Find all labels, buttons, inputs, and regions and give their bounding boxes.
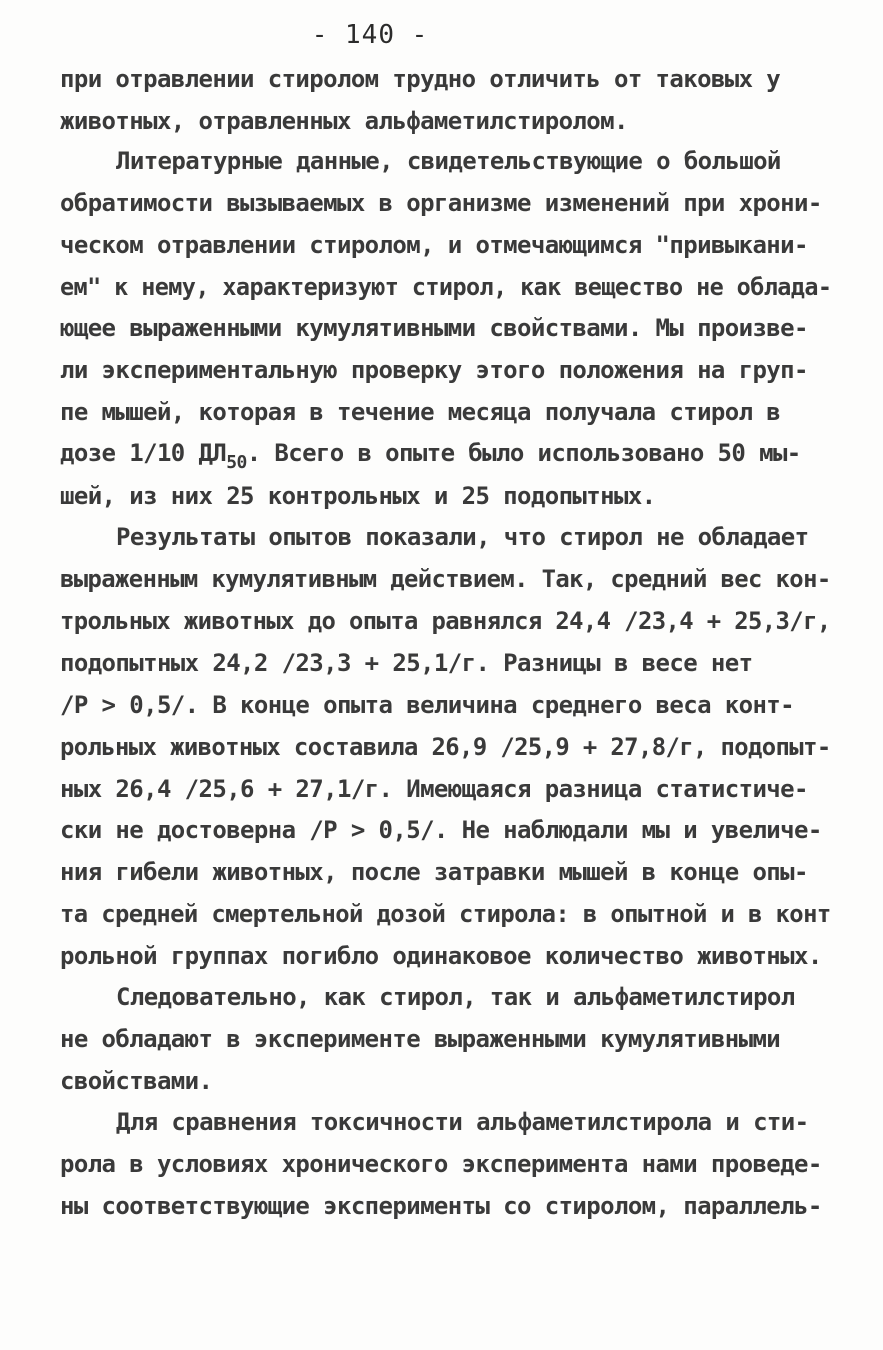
text-line: рольной группах погибло одинаковое количество животных. [60, 942, 822, 970]
text-line: обратимости вызываемых в организме изменений при хрони- [60, 189, 822, 217]
text-line: шей, из них 25 контрольных и 25 подопытных. [60, 482, 656, 510]
text-line: Следовательно, как стирол, так и альфаметилстирол [116, 983, 795, 1011]
text-line: ем" к нему, характеризуют стирол, как вещество не облада- [60, 273, 832, 301]
text-line: ли экспериментальную проверку этого положения на груп- [60, 356, 808, 384]
text-line: ния гибели животных, после затравки мышей в конце опы- [60, 858, 808, 886]
page-number: - 140 - [311, 20, 429, 50]
text-line: трольных животных до опыта равнялся 24,4 /23,4 + 25,3/г, [60, 607, 831, 635]
text-line: свойствами. [60, 1067, 213, 1095]
text-line: не обладают в эксперименте выраженными кумулятивными [60, 1025, 781, 1053]
dose-text: дозе 1/10 ДЛ [60, 439, 227, 467]
text-line: Для сравнения токсичности альфаметилстирола и сти- [116, 1108, 809, 1136]
text-line: пе мышей, которая в течение месяца получала стирол в [60, 398, 781, 426]
text-line: рольных животных составила 26,9 /25,9 + 27,8/г, подопыт- [60, 733, 831, 761]
text-line-with-subscript [60, 438, 801, 478]
ld-subscript: 50 [226, 452, 247, 473]
text-line: выраженным кумулятивным действием. Так, средний вес кон- [60, 565, 831, 593]
text-line: Результаты опытов показали, что стирол не обладает [116, 523, 809, 551]
text-line: подопытных 24,2 /23,3 + 25,1/г. Разницы в весе нет [60, 649, 753, 677]
text-line: ны соответствующие эксперименты со стиролом, параллель- [60, 1192, 822, 1220]
text-line: при отравлении стиролом трудно отличить от таковых у [60, 65, 781, 93]
text-line: та средней смертельной дозой стирола: в опытной и в конт [60, 900, 831, 928]
text-line: ющее выраженными кумулятивными свойствами. Мы произве- [60, 314, 808, 342]
text-line: Литературные данные, свидетельствующие о большой [116, 147, 781, 175]
text-line: рола в условиях хронического эксперимента нами проведе- [60, 1150, 822, 1178]
text-line: животных, отравленных альфаметилстиролом. [60, 107, 628, 135]
text-line: ски не достоверна /Р > 0,5/. Не наблюдали мы и увеличе- [60, 816, 822, 844]
text-line: ных 26,4 /25,6 + 27,1/г. Имеющаяся разница статистиче- [60, 775, 808, 803]
text-line: ческом отравлении стиролом, и отмечающимся "привыкани- [60, 231, 808, 259]
text-line: /Р > 0,5/. В конце опыта величина среднего веса конт- [60, 691, 795, 719]
dose-text-rest: . Всего в опыте было использовано 50 мы- [246, 439, 801, 467]
